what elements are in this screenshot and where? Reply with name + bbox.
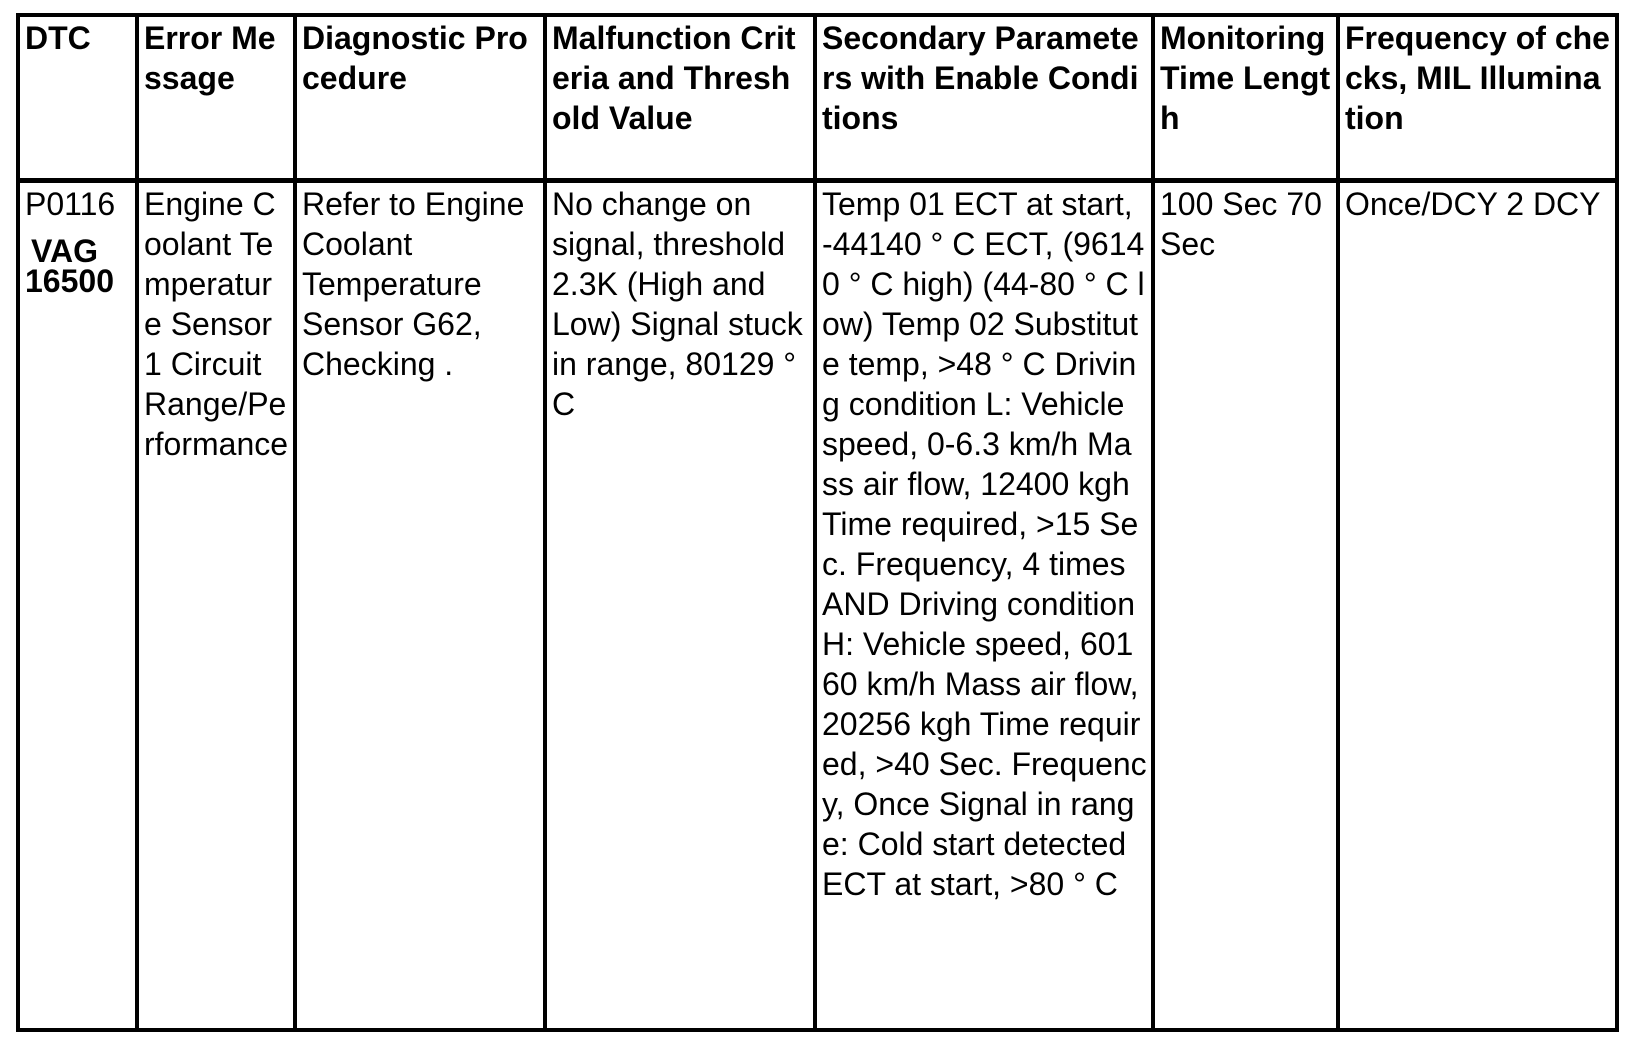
cell-monitoring-time: 100 Sec 70 Sec	[1153, 181, 1338, 1031]
dtc-code: P0116	[25, 186, 116, 222]
cell-dtc	[18, 181, 137, 1031]
header-diagnostic-procedure: Diagnostic Procedure	[295, 15, 545, 181]
header-error-message: Error Message	[137, 15, 295, 181]
header-frequency-mil: Frequency of checks, MIL Illumination	[1338, 15, 1617, 181]
header-malfunction-criteria: Malfunction Criteria and Threshold Value	[545, 15, 815, 181]
cell-secondary-parameters: Temp 01 ECT at start, -44140 ° C ECT, (96140 ° C high) (44-80 ° C low) Temp 02 Substitute temp, >48 ° C Driving condition L: Vehicle speed, 0-6.3 km/h Mass air flow, 12400 kgh Time required, >15 Sec. Frequency, 4 times AND Driving condition H: Vehicle speed, 60160 km/h Mass air flow, 20256 kgh Time required, >40 Sec. Frequency, Once Signal in range: Cold start detected ECT at start, >80 ° C	[815, 181, 1153, 1031]
dtc-table	[16, 13, 1619, 1032]
cell-malfunction-criteria: No change on signal, threshold 2.3K (High and Low) Signal stuck in range, 80129 ° C	[545, 181, 815, 1031]
vag-number: 16500	[25, 263, 114, 299]
cell-frequency-mil: Once/DCY 2 DCY	[1338, 181, 1617, 1031]
header-secondary-parameters: Secondary Parameters with Enable Conditions	[815, 15, 1153, 181]
header-dtc: DTC	[18, 15, 137, 181]
header-row	[18, 15, 1617, 181]
cell-diagnostic-procedure: Refer to Engine Coolant Temperature Sensor G62, Checking .	[295, 181, 545, 1031]
cell-error-message: Engine Coolant Temperature Sensor 1 Circuit Range/Performance	[137, 181, 295, 1031]
table-row	[18, 181, 1617, 1031]
header-monitoring-time: Monitoring Time Length	[1153, 15, 1338, 181]
vag-label: VAG	[31, 233, 98, 269]
